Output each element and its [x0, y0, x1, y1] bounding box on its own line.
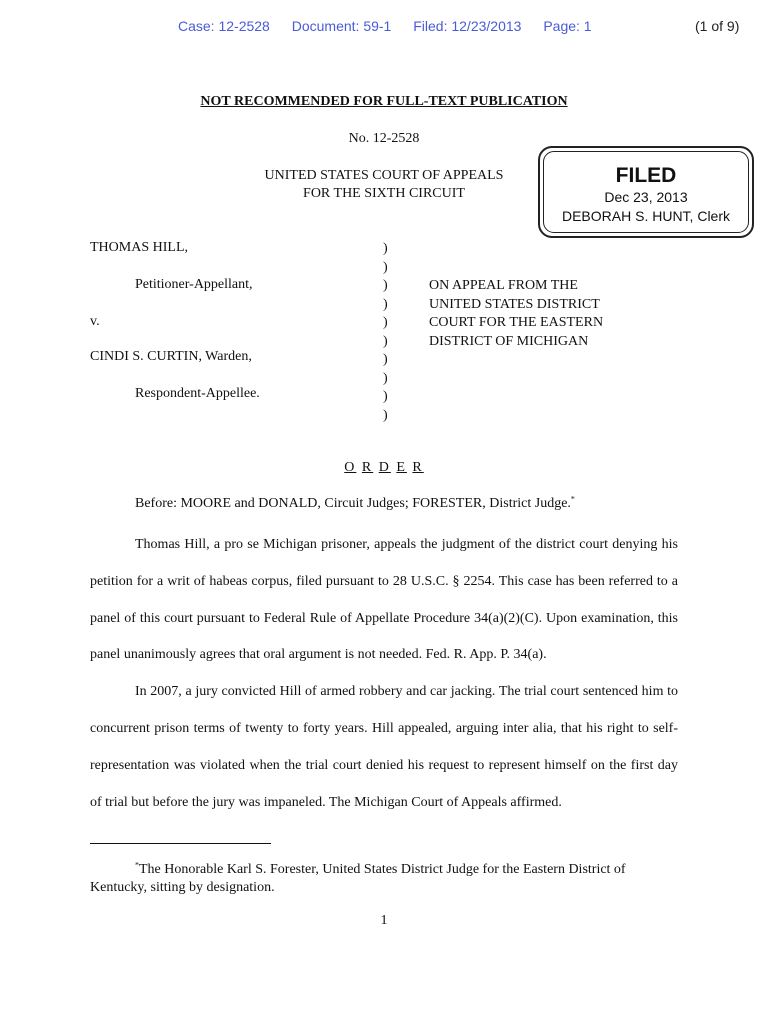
- publication-note: NOT RECOMMENDED FOR FULL-TEXT PUBLICATION: [200, 94, 568, 109]
- body-paragraph: Thomas Hill, a pro se Michigan prisoner, appeals the judgment of the district court denying his petition for a writ of habeas corpus, filed pursuant to 28 U.S.C. § 2254. This case has been referred to a panel of this court pursuant to Federal Rule of Appellate Procedure 34(a)(2)(C). Upon examination, this panel unanimously agrees that oral argument is not needed. Fed. R. App. P. 34(a).: [90, 537, 678, 663]
- order-title-letter: E: [396, 460, 407, 475]
- order-title-letter: R: [361, 460, 374, 475]
- filed-stamp: [538, 146, 754, 238]
- appeal-origin-line: DISTRICT OF MICHIGAN: [429, 333, 589, 349]
- caption-paren: ): [383, 370, 388, 386]
- court-name-line2: FOR THE SIXTH CIRCUIT: [303, 186, 465, 201]
- appeal-origin-line: UNITED STATES DISTRICT: [429, 296, 600, 312]
- filed-stamp-date: Dec 23, 2013: [604, 189, 688, 205]
- caption-paren: ): [383, 333, 388, 349]
- caption-parentheses: [383, 240, 388, 425]
- order-title: [0, 460, 768, 476]
- page-count: (1 of 9): [695, 18, 740, 34]
- body-paragraph: In 2007, a jury convicted Hill of armed robbery and car jacking. The trial court sentenced him to concurrent prison terms of twenty to forty years. Hill appealed, arguing inter alia, that his right to self-representation was violated when the trial court denied his request to represent himself on the first day of trial but before the jury was impaneled. The Michigan Court of Appeals affirmed.: [90, 684, 678, 810]
- caption-paren: ): [383, 241, 388, 256]
- document-header-line: [178, 18, 610, 34]
- caption-paren: ): [383, 352, 388, 367]
- page-link[interactable]: Page: 1: [543, 18, 592, 34]
- order-title-letter: O: [344, 460, 357, 475]
- filed-date-link[interactable]: Filed: 12/23/2013: [413, 18, 522, 34]
- caption-paren: ): [383, 296, 388, 312]
- footnote-marker: *: [135, 860, 139, 870]
- order-title-letter: D: [378, 460, 391, 475]
- versus: v.: [90, 314, 100, 329]
- respondent-name: CINDI S. CURTIN, Warden,: [90, 349, 252, 364]
- petitioner-name: THOMAS HILL,: [90, 240, 188, 255]
- panel-line: [135, 496, 575, 512]
- filed-stamp-title: FILED: [615, 164, 677, 187]
- caption-paren: ): [383, 315, 388, 330]
- respondent-role: Respondent-Appellee.: [135, 386, 260, 401]
- footnote-marker: *: [570, 494, 575, 504]
- footnote-text: The Honorable Karl S. Forester, United States District Judge for the Eastern District of Kentucky, sitting by designation.: [90, 862, 626, 895]
- caption-paren: ): [383, 407, 388, 423]
- caption-paren: ): [383, 278, 388, 293]
- caption-paren: ): [383, 259, 388, 275]
- filed-stamp-clerk: DEBORAH S. HUNT, Clerk: [561, 208, 731, 224]
- order-body: [90, 527, 678, 821]
- caption-paren: ): [383, 389, 388, 404]
- order-title-letter: R: [412, 460, 424, 475]
- panel-text: Before: MOORE and DONALD, Circuit Judges; FORESTER, District Judge.: [135, 496, 571, 511]
- appeal-origin-line: COURT FOR THE EASTERN: [429, 315, 604, 330]
- case-number-link[interactable]: Case: 12-2528: [178, 18, 270, 34]
- petitioner-role: Petitioner-Appellant,: [135, 277, 253, 292]
- footnote-divider: [90, 843, 271, 844]
- docket-number: No. 12-2528: [348, 131, 420, 146]
- appeal-origin: [429, 277, 603, 351]
- page-number: 1: [380, 913, 388, 928]
- court-name-line1: UNITED STATES COURT OF APPEALS: [264, 168, 504, 183]
- appeal-origin-line: ON APPEAL FROM THE: [429, 278, 578, 293]
- document-number-link[interactable]: Document: 59-1: [291, 18, 392, 34]
- footnote: [90, 861, 678, 897]
